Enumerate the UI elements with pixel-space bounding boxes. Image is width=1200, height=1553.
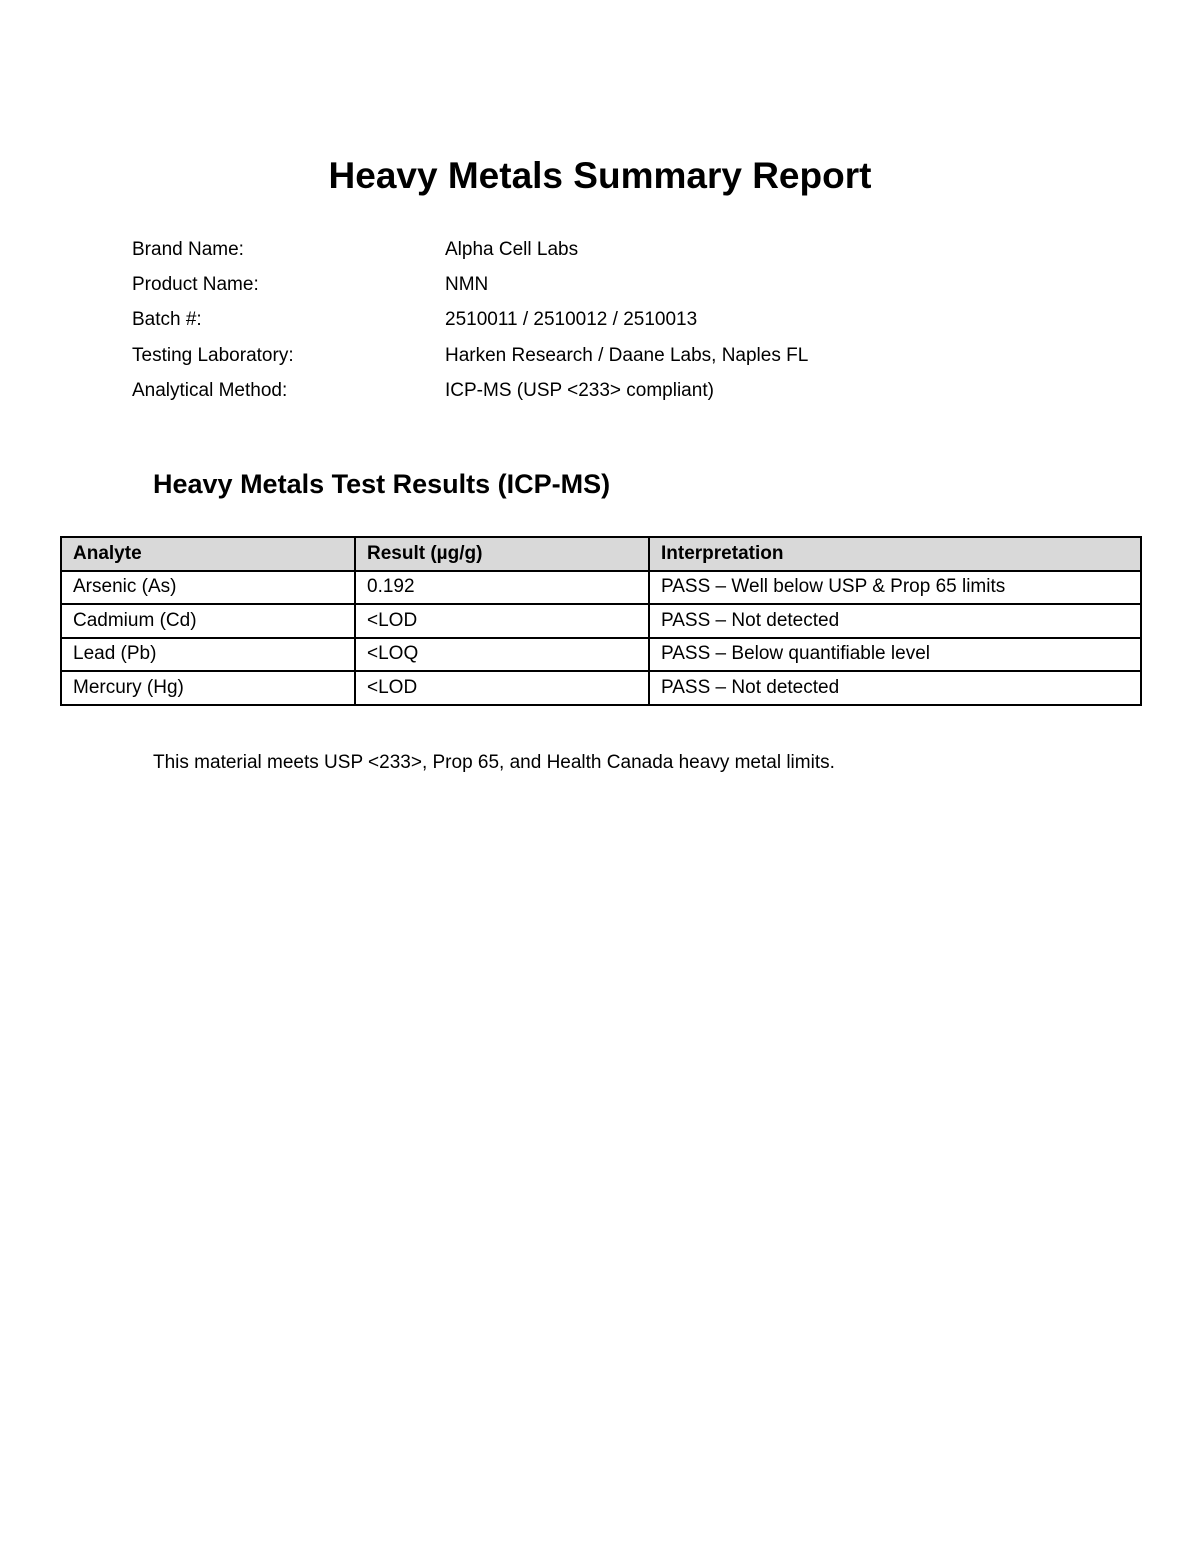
result-cell: <LOQ xyxy=(355,638,649,672)
brand-name-value: Alpha Cell Labs xyxy=(445,238,579,260)
interpretation-cell: PASS – Not detected xyxy=(649,671,1141,705)
meta-row-brand xyxy=(132,232,1032,267)
analytical-method-label: Analytical Method: xyxy=(132,379,288,401)
compliance-statement: This material meets USP <233>, Prop 65, and Health Canada heavy metal limits. xyxy=(153,752,835,773)
column-header-analyte: Analyte xyxy=(61,537,355,571)
analyte-cell: Cadmium (Cd) xyxy=(61,604,355,638)
analyte-cell: Arsenic (As) xyxy=(61,571,355,605)
table-row xyxy=(61,638,1141,672)
analyte-cell: Lead (Pb) xyxy=(61,638,355,672)
result-cell: 0.192 xyxy=(355,571,649,605)
result-cell: <LOD xyxy=(355,604,649,638)
product-name-label: Product Name: xyxy=(132,273,259,295)
batch-label: Batch #: xyxy=(132,309,202,331)
testing-laboratory-label: Testing Laboratory: xyxy=(132,344,294,366)
meta-row-batch xyxy=(132,303,1032,338)
table-row xyxy=(61,671,1141,705)
result-cell: <LOD xyxy=(355,671,649,705)
analytical-method-value: ICP-MS (USP <233> compliant) xyxy=(445,379,714,401)
interpretation-cell: PASS – Not detected xyxy=(649,604,1141,638)
column-header-result: Result (µg/g) xyxy=(355,537,649,571)
table-row xyxy=(61,571,1141,605)
meta-row-product xyxy=(132,267,1032,302)
product-name-value: NMN xyxy=(445,273,489,295)
meta-row-laboratory xyxy=(132,338,1032,373)
analyte-cell: Mercury (Hg) xyxy=(61,671,355,705)
results-section-title: Heavy Metals Test Results (ICP-MS) xyxy=(153,469,611,499)
batch-value: 2510011 / 2510012 / 2510013 xyxy=(445,309,698,331)
interpretation-cell: PASS – Well below USP & Prop 65 limits xyxy=(649,571,1141,605)
report-metadata xyxy=(132,232,1032,408)
meta-row-method xyxy=(132,373,1032,408)
testing-laboratory-value: Harken Research / Daane Labs, Naples FL xyxy=(445,344,809,366)
page-title: Heavy Metals Summary Report xyxy=(328,155,872,196)
table-row xyxy=(61,604,1141,638)
brand-name-label: Brand Name: xyxy=(132,238,244,260)
column-header-interpretation: Interpretation xyxy=(649,537,1141,571)
results-table xyxy=(60,536,1142,706)
table-header-row xyxy=(61,537,1141,571)
interpretation-cell: PASS – Below quantifiable level xyxy=(649,638,1141,672)
